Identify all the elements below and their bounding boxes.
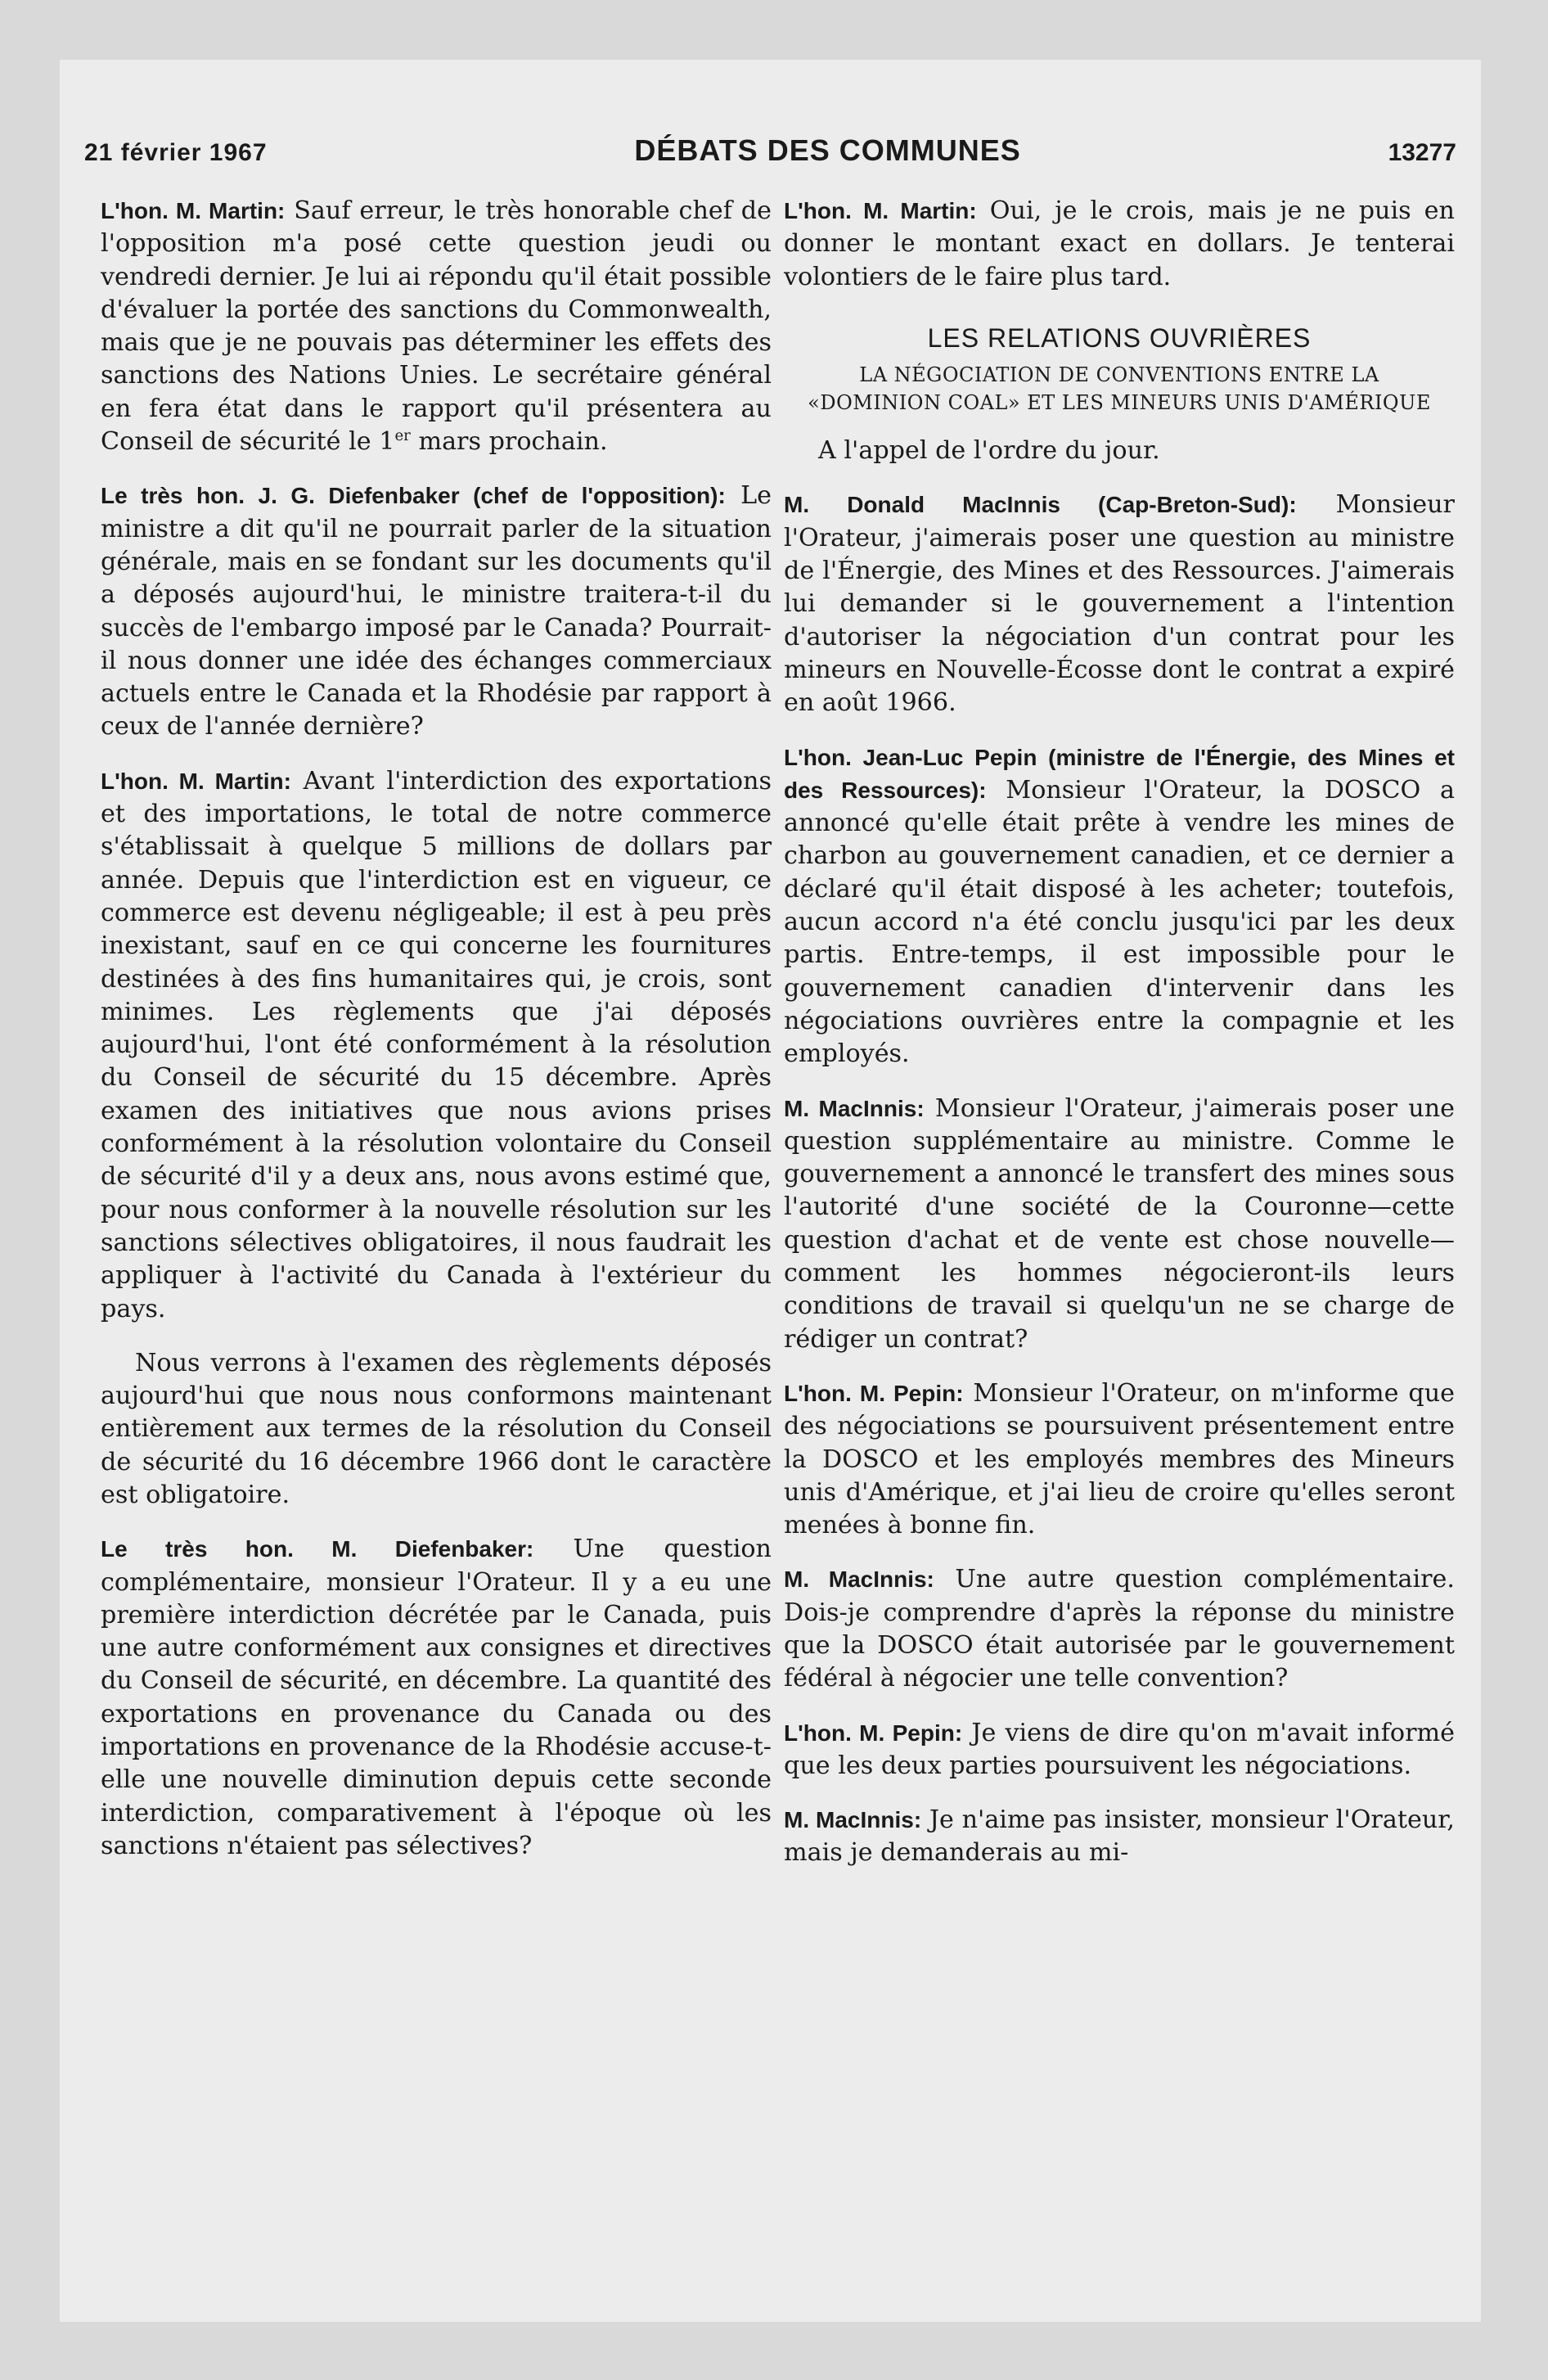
header-title: DÉBATS DES COMMUNES [634, 133, 1021, 167]
left-column [101, 195, 772, 1884]
page [60, 60, 1481, 2322]
paragraph [784, 741, 1455, 1071]
paragraph-text: Une question complémentaire, monsieur l'Orateur. Il y a eu une première interdiction décrétée par le Canada, puis une autre conformément aux consignes et directives du Conseil de sécurité, en décembre. La quantité des exportations en provenance du Canada ou des importations en provenance de la Rhodésie accuse-t-elle une nouvelle diminution depuis cette seconde interdiction, comparativement à l'époque où les sanctions n'étaient pas sélectives? [101, 1535, 772, 1860]
speaker-name: M. MacInnis: [784, 1095, 925, 1121]
paragraph [784, 435, 1455, 467]
superscript: er [394, 427, 411, 445]
paragraph [101, 765, 772, 1326]
paragraph [784, 489, 1455, 719]
speaker-name: M. Donald MacInnis (Cap-Breton-Sud): [784, 492, 1297, 518]
paragraph [784, 1563, 1455, 1695]
speaker-name: L'hon. M. Martin: [784, 198, 977, 223]
section-title: LES RELATIONS OUVRIÈRES [927, 322, 1312, 353]
paragraph-text: A l'appel de l'ordre du jour. [818, 436, 1160, 466]
paragraph-text: Oui, je le crois, mais je ne puis en donner le montant exact en dollars. Je tenterai volontiers de le faire plus tard. [784, 196, 1455, 291]
paragraph [101, 1347, 772, 1512]
paragraph [784, 1093, 1455, 1356]
paragraph-text-tail: mars prochain. [410, 427, 608, 457]
header-page-number: 13277 [1388, 139, 1456, 166]
paragraph [784, 1804, 1455, 1870]
header-date: 21 février 1967 [84, 139, 268, 166]
paragraph-text: Monsieur l'Orateur, on m'informe que des négociations se poursuivent présentement entre la DOSCO et les employés membres des Mineurs unis d'Amérique, et j'ai lieu de croire qu'elles seront menées à bonne fin. [784, 1378, 1456, 1540]
paragraph-text: Nous verrons à l'examen des règlements déposés aujourd'hui que nous nous conformons maintenant entièrement aux termes de la résolution du Conseil de sécurité du 16 décembre 1966 dont le caractère est obligatoire. [101, 1348, 772, 1509]
right-column [784, 195, 1455, 1891]
paragraph [101, 480, 772, 743]
speaker-name: L'hon. M. Pepin: [784, 1720, 963, 1746]
paragraph [784, 1717, 1455, 1783]
page-header [84, 133, 1456, 174]
paragraph [784, 1377, 1455, 1542]
paragraph-text: Le ministre a dit qu'il ne pourrait parler de la situation générale, mais en se fondant sur les documents qu'il a déposés aujourd'hui, le ministre traitera-t-il du succès de l'embargo imposé par le Canada? Pourrait-il nous donner une idée des échanges commerciaux actuels entre le Canada et la Rhodésie par rapport à ceux de l'année dernière? [101, 481, 772, 741]
paragraph [101, 1533, 772, 1863]
paragraph-text: Avant l'interdiction des exportations et des importations, le total de notre commerce s'établissait à quelque 5 millions de dollars par année. Depuis que l'interdiction est en vigueur, ce commerce est devenu négligeable; il est à peu près inexistant, sauf en ce qui concerne les fournitures destinées à des fins humanitaires qui, je crois, sont minimes. Les règlements que j'ai déposés aujourd'hui, l'ont été conformément à la résolution du Conseil de sécurité du 15 décembre. Après examen des initiatives que nous avions prises conformément à la résolution volontaire du Conseil de sécurité d'il y a deux ans, nous avons estimé que, pour nous conformer à la nouvelle résolution sur les sanctions sélectives obligatoires, il nous faudrait les appliquer à l'activité du Canada à l'extérieur du pays. [101, 766, 772, 1323]
speaker-name: L'hon. M. Martin: [101, 768, 291, 794]
paragraph-text: Une autre question complémentaire. Dois-je comprendre d'après la réponse du ministre que la DOSCO était autorisée par le gouvernement fédéral à négocier une telle convention? [784, 1565, 1455, 1693]
section-subtitle: LA NÉGOCIATION DE CONVENTIONS ENTRE LA «DOMINION COAL» ET LES MINEURS UNIS D'AMÉRIQUE [808, 363, 1431, 415]
paragraph-text: Je n'aime pas insister, monsieur l'Orateur, mais je demanderais au mi- [784, 1805, 1456, 1868]
paragraph [784, 195, 1455, 294]
speaker-name: Le très hon. J. G. Diefenbaker (chef de l'opposition): [101, 483, 726, 509]
speaker-name: L'hon. M. Martin: [101, 198, 286, 223]
paragraph-text: Je viens de dire qu'on m'avait informé que les deux parties poursuivent les négociations. [784, 1718, 1455, 1780]
speaker-name: L'hon. Jean-Luc Pepin (ministre de l'Énergie, des Mines et des Ressources): [784, 744, 1455, 803]
paragraph-text: Monsieur l'Orateur, j'aimerais poser une question au ministre de l'Énergie, des Mines et des Ressources. J'aimerais lui demander si le gouvernement a l'intention d'autoriser la négociation d'un contrat pour les mineurs en Nouvelle-Écosse dont le contrat a expiré en août 1966. [784, 490, 1455, 718]
paragraph-text: Monsieur l'Orateur, j'aimerais poser une question supplémentaire au ministre. Comme le gouvernement a annoncé le transfert des mines sous l'autorité d'une société de la Couronne—cette question d'achat et de vente est chose nouvelle—comment les hommes négocieront-ils leurs conditions de travail si quelqu'un ne se charge de rédiger un contrat? [784, 1093, 1456, 1354]
paragraph-text: Sauf erreur, le très honorable chef de l'opposition m'a posé cette question jeudi ou vendredi dernier. Je lui ai répondu qu'il était possible d'évaluer la portée des sanctions du Commonwealth, mais que je ne pouvais pas déterminer les effets des sanctions des Nations Unies. Le secrétaire général en fera état dans le rapport qu'il présentera au Conseil de sécurité le 1 [101, 196, 772, 457]
speaker-name: L'hon. M. Pepin: [784, 1380, 964, 1406]
speaker-name: Le très hon. M. Diefenbaker: [101, 1536, 534, 1562]
paragraph-text: Monsieur l'Orateur, la DOSCO a annoncé qu'elle était prête à vendre les mines de charbon au gouvernement canadien, et ce dernier a déclaré qu'il était disposé à les acheter; toutefois, aucun accord n'a été conclu jusqu'ici par les deux partis. Entre-temps, il est impossible pour le gouvernement canadien d'intervenir dans les négociations ouvrières entre la compagnie et les employés. [784, 775, 1455, 1069]
speaker-name: M. MacInnis: [784, 1807, 922, 1833]
speaker-name: M. MacInnis: [784, 1566, 934, 1593]
paragraph [101, 195, 772, 458]
